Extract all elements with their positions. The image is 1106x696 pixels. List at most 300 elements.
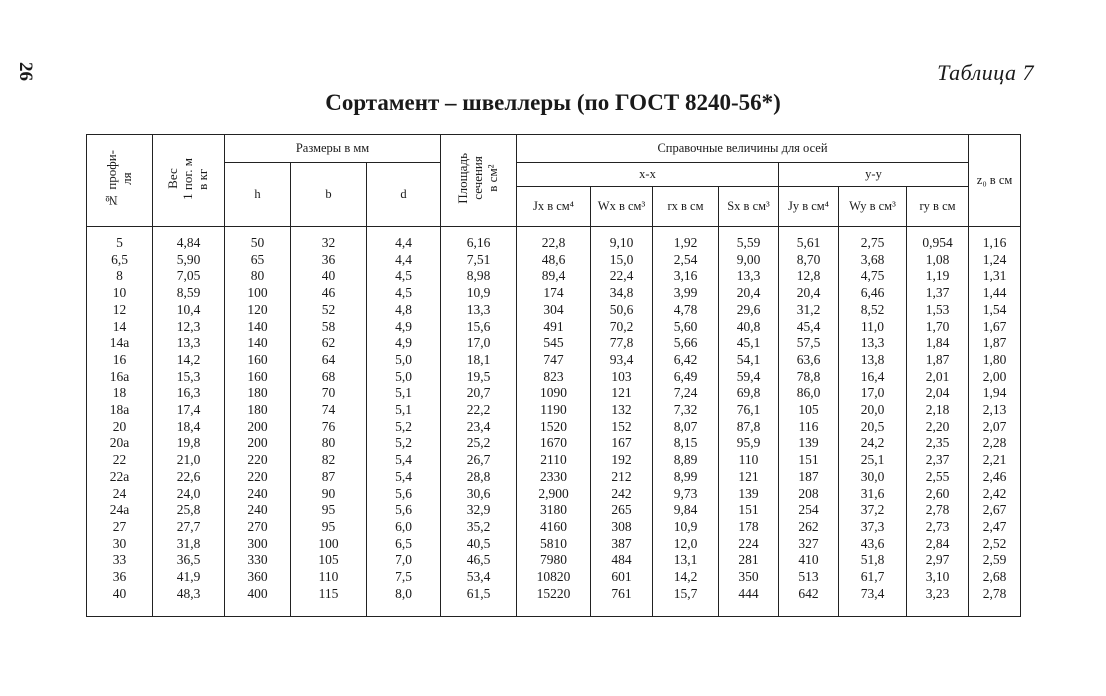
- table-cell: 1,92: [653, 227, 719, 252]
- table-cell: 2,900: [517, 486, 591, 503]
- table-cell: 2,18: [907, 402, 969, 419]
- table-cell: 27,7: [153, 519, 225, 536]
- table-cell: 761: [591, 586, 653, 617]
- table-cell: 46,5: [441, 552, 517, 569]
- table-cell: 5,61: [779, 227, 839, 252]
- table-cell: 24,0: [153, 486, 225, 503]
- table-row: [87, 519, 1021, 536]
- table-cell: 1,44: [969, 285, 1021, 302]
- table-row: [87, 369, 1021, 386]
- table-cell: 6,5: [367, 536, 441, 553]
- table-cell: 30,6: [441, 486, 517, 503]
- table-cell: 387: [591, 536, 653, 553]
- table-cell: 21,0: [153, 452, 225, 469]
- table-cell: 410: [779, 552, 839, 569]
- table-cell: 8,89: [653, 452, 719, 469]
- table-cell: 5,2: [367, 419, 441, 436]
- table-cell: 100: [225, 285, 291, 302]
- table-cell: 10: [87, 285, 153, 302]
- table-cell: 24: [87, 486, 153, 503]
- table-cell: 14,2: [653, 569, 719, 586]
- header-axis-xx: x-x: [517, 163, 779, 187]
- table-cell: 4,9: [367, 335, 441, 352]
- table-row: [87, 352, 1021, 369]
- table-cell: 89,4: [517, 268, 591, 285]
- table-cell: 14: [87, 319, 153, 336]
- table-cell: 8,0: [367, 586, 441, 617]
- table-cell: 120: [225, 302, 291, 319]
- table-cell: 4,5: [367, 268, 441, 285]
- table-cell: 22,8: [517, 227, 591, 252]
- table-cell: 9,84: [653, 502, 719, 519]
- table-cell: 1520: [517, 419, 591, 436]
- table-cell: 2,42: [969, 486, 1021, 503]
- table-cell: 1,37: [907, 285, 969, 302]
- table-cell: 601: [591, 569, 653, 586]
- table-cell: 19,8: [153, 435, 225, 452]
- table-cell: 25,1: [839, 452, 907, 469]
- table-cell: 200: [225, 419, 291, 436]
- table-row: [87, 435, 1021, 452]
- table-cell: 5,0: [367, 369, 441, 386]
- table-cell: 14,2: [153, 352, 225, 369]
- table-cell: 1,19: [907, 268, 969, 285]
- table-cell: 7,0: [367, 552, 441, 569]
- table-label: Таблица 7: [937, 60, 1034, 85]
- table-cell: 270: [225, 519, 291, 536]
- table-cell: 23,4: [441, 419, 517, 436]
- table-cell: 15220: [517, 586, 591, 617]
- table-cell: 10820: [517, 569, 591, 586]
- header-sx: Sx в см³: [719, 187, 779, 227]
- table-cell: 35,2: [441, 519, 517, 536]
- table-cell: 224: [719, 536, 779, 553]
- header-profile-no: № профи- ля: [87, 135, 153, 227]
- table-cell: 16,4: [839, 369, 907, 386]
- table-cell: 36: [87, 569, 153, 586]
- table-cell: 12,3: [153, 319, 225, 336]
- header-h: h: [225, 163, 291, 227]
- table-cell: 17,0: [839, 385, 907, 402]
- table-cell: 5,4: [367, 452, 441, 469]
- table-cell: 8: [87, 268, 153, 285]
- table-cell: 9,73: [653, 486, 719, 503]
- table-cell: 13,3: [441, 302, 517, 319]
- table-row: [87, 285, 1021, 302]
- table-cell: 5,60: [653, 319, 719, 336]
- table-cell: 34,8: [591, 285, 653, 302]
- table-cell: 22,2: [441, 402, 517, 419]
- table-cell: 65: [225, 252, 291, 269]
- table-cell: 8,07: [653, 419, 719, 436]
- table-cell: 25,2: [441, 435, 517, 452]
- table-cell: 240: [225, 486, 291, 503]
- table-cell: 2,60: [907, 486, 969, 503]
- table-cell: 26,7: [441, 452, 517, 469]
- table-cell: 5,66: [653, 335, 719, 352]
- page-number: 26: [15, 62, 36, 81]
- table-cell: 5,1: [367, 385, 441, 402]
- table-cell: 5,6: [367, 502, 441, 519]
- table-cell: 87,8: [719, 419, 779, 436]
- table-cell: 77,8: [591, 335, 653, 352]
- header-reference-values: Справочные величины для осей: [517, 135, 969, 163]
- table-row: [87, 419, 1021, 436]
- table-cell: 32,9: [441, 502, 517, 519]
- table-cell: 240: [225, 502, 291, 519]
- table-cell: 20а: [87, 435, 153, 452]
- table-cell: 80: [225, 268, 291, 285]
- table-cell: 64: [291, 352, 367, 369]
- table-cell: 140: [225, 335, 291, 352]
- table-cell: 300: [225, 536, 291, 553]
- table-cell: 57,5: [779, 335, 839, 352]
- table-cell: 32: [291, 227, 367, 252]
- table-cell: 15,3: [153, 369, 225, 386]
- table-cell: 2,35: [907, 435, 969, 452]
- table-cell: 180: [225, 402, 291, 419]
- table-cell: 16а: [87, 369, 153, 386]
- table-cell: 2,13: [969, 402, 1021, 419]
- table-cell: 24,2: [839, 435, 907, 452]
- table-cell: 7,05: [153, 268, 225, 285]
- table-row: [87, 586, 1021, 617]
- table-cell: 40,5: [441, 536, 517, 553]
- header-b: b: [291, 163, 367, 227]
- table-cell: 1,67: [969, 319, 1021, 336]
- table-cell: 4,4: [367, 227, 441, 252]
- table-cell: 48,3: [153, 586, 225, 617]
- table-cell: 50,6: [591, 302, 653, 319]
- table-cell: 46: [291, 285, 367, 302]
- table-cell: 74: [291, 402, 367, 419]
- table-cell: 174: [517, 285, 591, 302]
- table-cell: 30: [87, 536, 153, 553]
- table-cell: 2,52: [969, 536, 1021, 553]
- table-cell: 444: [719, 586, 779, 617]
- table-cell: 513: [779, 569, 839, 586]
- table-row: [87, 402, 1021, 419]
- table-cell: 7,5: [367, 569, 441, 586]
- table-cell: 20,4: [719, 285, 779, 302]
- table-cell: 18а: [87, 402, 153, 419]
- header-jx: Jx в см⁴: [517, 187, 591, 227]
- table-cell: 2,28: [969, 435, 1021, 452]
- table-cell: 25,8: [153, 502, 225, 519]
- table-cell: 45,4: [779, 319, 839, 336]
- table-cell: 116: [779, 419, 839, 436]
- table-cell: 31,2: [779, 302, 839, 319]
- table-cell: 7980: [517, 552, 591, 569]
- table-cell: 3180: [517, 502, 591, 519]
- table-cell: 52: [291, 302, 367, 319]
- table-row: [87, 452, 1021, 469]
- table-cell: 2,00: [969, 369, 1021, 386]
- table-cell: 8,15: [653, 435, 719, 452]
- table-cell: 37,3: [839, 519, 907, 536]
- table-cell: 1,24: [969, 252, 1021, 269]
- table-cell: 13,3: [839, 335, 907, 352]
- table-cell: 13,3: [719, 268, 779, 285]
- header-weight: Вес 1 пог. м в кг: [153, 135, 225, 227]
- table-cell: 63,6: [779, 352, 839, 369]
- table-cell: 10,9: [441, 285, 517, 302]
- table-cell: 93,4: [591, 352, 653, 369]
- table-cell: 2,01: [907, 369, 969, 386]
- table-row: [87, 469, 1021, 486]
- table-cell: 19,5: [441, 369, 517, 386]
- table-cell: 2,55: [907, 469, 969, 486]
- table-cell: 262: [779, 519, 839, 536]
- table-cell: 95,9: [719, 435, 779, 452]
- table-cell: 4,78: [653, 302, 719, 319]
- header-z0: z₀ в см: [969, 135, 1021, 227]
- table-cell: 48,6: [517, 252, 591, 269]
- table-cell: 152: [591, 419, 653, 436]
- table-cell: 1090: [517, 385, 591, 402]
- table-cell: 76,1: [719, 402, 779, 419]
- table-cell: 212: [591, 469, 653, 486]
- table-cell: 95: [291, 502, 367, 519]
- table-cell: 40,8: [719, 319, 779, 336]
- header-axis-yy: y-y: [779, 163, 969, 187]
- table-row: [87, 385, 1021, 402]
- table-cell: 242: [591, 486, 653, 503]
- table-cell: 13,8: [839, 352, 907, 369]
- table-cell: 139: [779, 435, 839, 452]
- table-cell: 70,2: [591, 319, 653, 336]
- table-cell: 22а: [87, 469, 153, 486]
- header-wx: Wx в см³: [591, 187, 653, 227]
- table-cell: 3,16: [653, 268, 719, 285]
- table-cell: 167: [591, 435, 653, 452]
- table-cell: 18,4: [153, 419, 225, 436]
- table-cell: 29,6: [719, 302, 779, 319]
- table-cell: 20: [87, 419, 153, 436]
- table-cell: 12,8: [779, 268, 839, 285]
- table-cell: 28,8: [441, 469, 517, 486]
- table-cell: 31,8: [153, 536, 225, 553]
- table-cell: 16,3: [153, 385, 225, 402]
- table-row: [87, 302, 1021, 319]
- table-cell: 1,94: [969, 385, 1021, 402]
- table-cell: 180: [225, 385, 291, 402]
- table-cell: 491: [517, 319, 591, 336]
- table-cell: 18,1: [441, 352, 517, 369]
- table-cell: 110: [291, 569, 367, 586]
- table-cell: 12,0: [653, 536, 719, 553]
- table-cell: 4,8: [367, 302, 441, 319]
- table-cell: 360: [225, 569, 291, 586]
- table-cell: 95: [291, 519, 367, 536]
- table-cell: 17,0: [441, 335, 517, 352]
- table-cell: 4,84: [153, 227, 225, 252]
- table-cell: 5,1: [367, 402, 441, 419]
- table-cell: 20,4: [779, 285, 839, 302]
- table-cell: 2330: [517, 469, 591, 486]
- header-rx: rx в см: [653, 187, 719, 227]
- table-cell: 3,10: [907, 569, 969, 586]
- table-cell: 53,4: [441, 569, 517, 586]
- table-cell: 1,16: [969, 227, 1021, 252]
- table-cell: 80: [291, 435, 367, 452]
- table-cell: 1,31: [969, 268, 1021, 285]
- table-cell: 2,04: [907, 385, 969, 402]
- table-row: [87, 252, 1021, 269]
- table-cell: 36: [291, 252, 367, 269]
- table-cell: 51,8: [839, 552, 907, 569]
- table-cell: 20,7: [441, 385, 517, 402]
- table-cell: 5,4: [367, 469, 441, 486]
- table-cell: 3,23: [907, 586, 969, 617]
- table-cell: 1190: [517, 402, 591, 419]
- table-cell: 7,51: [441, 252, 517, 269]
- table-cell: 24а: [87, 502, 153, 519]
- table-row: [87, 536, 1021, 553]
- table-cell: 70: [291, 385, 367, 402]
- table-cell: 6,46: [839, 285, 907, 302]
- table-cell: 22,4: [591, 268, 653, 285]
- table-cell: 110: [719, 452, 779, 469]
- table-cell: 5,0: [367, 352, 441, 369]
- table-cell: 2,68: [969, 569, 1021, 586]
- table-cell: 2,67: [969, 502, 1021, 519]
- table-cell: 105: [779, 402, 839, 419]
- table-cell: 15,6: [441, 319, 517, 336]
- table-cell: 2110: [517, 452, 591, 469]
- table-cell: 5,6: [367, 486, 441, 503]
- table-cell: 1,70: [907, 319, 969, 336]
- table-cell: 37,2: [839, 502, 907, 519]
- table-cell: 545: [517, 335, 591, 352]
- table-row: [87, 569, 1021, 586]
- table-cell: 90: [291, 486, 367, 503]
- table-cell: 61,7: [839, 569, 907, 586]
- table-cell: 17,4: [153, 402, 225, 419]
- table-cell: 160: [225, 369, 291, 386]
- table-cell: 2,37: [907, 452, 969, 469]
- header-ry: ry в см: [907, 187, 969, 227]
- table-cell: 140: [225, 319, 291, 336]
- table-cell: 330: [225, 552, 291, 569]
- table-cell: 151: [779, 452, 839, 469]
- table-cell: 1,87: [969, 335, 1021, 352]
- table-cell: 13,1: [653, 552, 719, 569]
- table-cell: 40: [291, 268, 367, 285]
- table-cell: 6,16: [441, 227, 517, 252]
- table-cell: 2,97: [907, 552, 969, 569]
- table-cell: 220: [225, 469, 291, 486]
- channel-assortment-table: [86, 134, 1021, 617]
- table-cell: 4,5: [367, 285, 441, 302]
- table-cell: 208: [779, 486, 839, 503]
- table-row: [87, 502, 1021, 519]
- table-body: [87, 227, 1021, 617]
- table-cell: 115: [291, 586, 367, 617]
- table-cell: 151: [719, 502, 779, 519]
- table-cell: 7,32: [653, 402, 719, 419]
- table-cell: 2,78: [907, 502, 969, 519]
- table-cell: 61,5: [441, 586, 517, 617]
- table-cell: 8,99: [653, 469, 719, 486]
- table-cell: 12: [87, 302, 153, 319]
- table-cell: 1,87: [907, 352, 969, 369]
- table-cell: 9,00: [719, 252, 779, 269]
- table-cell: 327: [779, 536, 839, 553]
- table-cell: 30,0: [839, 469, 907, 486]
- table-row: [87, 335, 1021, 352]
- table-cell: 121: [719, 469, 779, 486]
- table-cell: 50: [225, 227, 291, 252]
- table-cell: 10,9: [653, 519, 719, 536]
- table-cell: 27: [87, 519, 153, 536]
- table-cell: 15,0: [591, 252, 653, 269]
- table-cell: 41,9: [153, 569, 225, 586]
- table-cell: 2,46: [969, 469, 1021, 486]
- header-jy: Jy в см⁴: [779, 187, 839, 227]
- header-d: d: [367, 163, 441, 227]
- table-cell: 2,21: [969, 452, 1021, 469]
- table-cell: 2,73: [907, 519, 969, 536]
- table-cell: 16: [87, 352, 153, 369]
- table-cell: 8,52: [839, 302, 907, 319]
- table-cell: 823: [517, 369, 591, 386]
- table-cell: 58: [291, 319, 367, 336]
- table-cell: 139: [719, 486, 779, 503]
- table-cell: 132: [591, 402, 653, 419]
- table-cell: 121: [591, 385, 653, 402]
- table-cell: 36,5: [153, 552, 225, 569]
- table-cell: 105: [291, 552, 367, 569]
- table-cell: 281: [719, 552, 779, 569]
- table-cell: 200: [225, 435, 291, 452]
- table-cell: 68: [291, 369, 367, 386]
- table-cell: 160: [225, 352, 291, 369]
- table-cell: 22: [87, 452, 153, 469]
- table-row: [87, 552, 1021, 569]
- table-cell: 178: [719, 519, 779, 536]
- table-cell: 20,5: [839, 419, 907, 436]
- table-cell: 14а: [87, 335, 153, 352]
- table-row: [87, 319, 1021, 336]
- table-cell: 265: [591, 502, 653, 519]
- table-cell: 100: [291, 536, 367, 553]
- table-cell: 350: [719, 569, 779, 586]
- table-cell: 87: [291, 469, 367, 486]
- table-cell: 13,3: [153, 335, 225, 352]
- table-cell: 1,80: [969, 352, 1021, 369]
- table-cell: 0,954: [907, 227, 969, 252]
- table-cell: 5,90: [153, 252, 225, 269]
- table-cell: 5: [87, 227, 153, 252]
- table-cell: 1,54: [969, 302, 1021, 319]
- table-cell: 78,8: [779, 369, 839, 386]
- header-area: Площадь сечения в см²: [441, 135, 517, 227]
- table-cell: 18: [87, 385, 153, 402]
- table-cell: 6,5: [87, 252, 153, 269]
- table-cell: 308: [591, 519, 653, 536]
- table-cell: 62: [291, 335, 367, 352]
- table-cell: 69,8: [719, 385, 779, 402]
- table-cell: 304: [517, 302, 591, 319]
- table-cell: 2,84: [907, 536, 969, 553]
- table-cell: 76: [291, 419, 367, 436]
- page-title: Сортамент – швеллеры (по ГОСТ 8240-56*): [325, 90, 781, 115]
- table-cell: 747: [517, 352, 591, 369]
- table-cell: 40: [87, 586, 153, 617]
- table-cell: 31,6: [839, 486, 907, 503]
- table-cell: 1670: [517, 435, 591, 452]
